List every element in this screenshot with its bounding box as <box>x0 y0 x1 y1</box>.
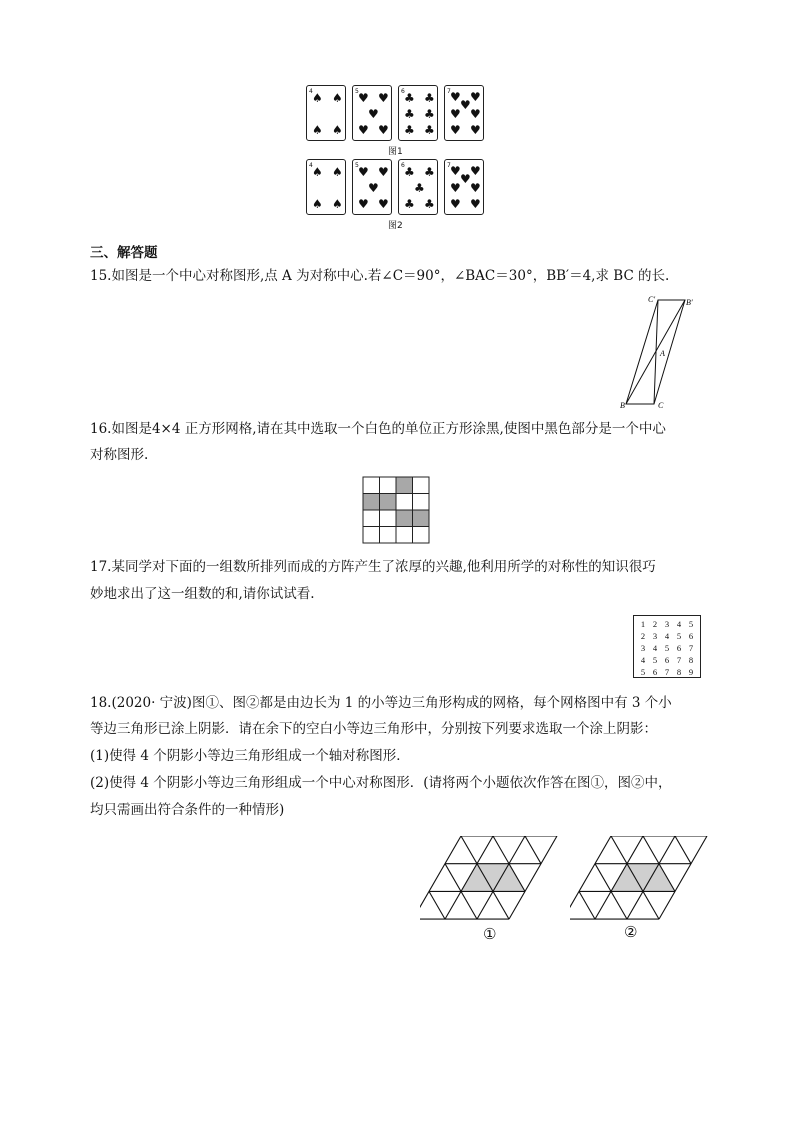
question-16-line2: 对称图形. <box>90 447 149 463</box>
question-18-item2: (2)使得 4 个阴影小等边三角形组成一个中心对称图形．(请将两个小题依次作答在图①，图②中， <box>90 775 672 791</box>
question-18-item1: (1)使得 4 个阴影小等边三角形组成一个轴对称图形． <box>90 748 410 764</box>
heart-icon: ♥ <box>378 165 389 179</box>
point-label: B <box>620 401 625 410</box>
square-grid-4x4 <box>362 476 432 546</box>
matrix-cell: 5 <box>676 631 682 641</box>
heart-icon: ♥ <box>450 181 461 195</box>
heart-icon: ♥ <box>368 181 379 195</box>
heart-icon: ♥ <box>358 165 369 179</box>
point-label: C <box>658 401 664 410</box>
spade-icon: ♠ <box>312 91 323 105</box>
heart-icon: ♥ <box>450 90 461 104</box>
card-rank: 7 <box>447 88 451 95</box>
playing-card <box>444 85 484 141</box>
matrix-row <box>637 666 697 678</box>
spade-icon: ♠ <box>332 165 343 179</box>
heart-icon: ♥ <box>460 172 471 186</box>
card-rank: 6 <box>401 88 405 95</box>
matrix-cell: 2 <box>640 631 646 641</box>
matrix-cell: 6 <box>664 655 670 665</box>
point-label: C′ <box>648 295 656 304</box>
parallelogram-figure <box>612 292 712 412</box>
matrix-cell: 9 <box>688 667 694 677</box>
playing-card <box>398 159 438 215</box>
matrix-cell: 1 <box>640 619 646 629</box>
question-17-line1: 17.某同学对下面的一组数所排列而成的方阵产生了浓厚的兴趣,他利用所学的对称性的知识很巧 <box>90 559 656 575</box>
heart-icon: ♥ <box>378 91 389 105</box>
matrix-cell: 7 <box>688 643 694 653</box>
card-rank: 7 <box>447 162 451 169</box>
matrix-cell: 6 <box>676 643 682 653</box>
club-icon: ♣ <box>404 165 415 179</box>
matrix-cell: 4 <box>676 619 682 629</box>
heart-icon: ♥ <box>470 197 481 211</box>
question-17-line2: 妙地求出了这一组数的和,请你试试看. <box>90 586 315 602</box>
matrix-table <box>637 618 697 678</box>
heart-icon: ♥ <box>470 107 481 121</box>
matrix-cell: 2 <box>652 619 658 629</box>
question-18-line-end: 均只需画出符合条件的一种情形) <box>90 802 285 818</box>
triangle-grid-figure-2 <box>570 836 720 920</box>
heart-icon: ♥ <box>450 123 461 137</box>
matrix-row <box>637 618 697 630</box>
matrix-cell: 5 <box>688 619 694 629</box>
matrix-cell: 4 <box>652 643 658 653</box>
shaded-cell <box>396 477 413 494</box>
heart-icon: ♥ <box>470 164 481 178</box>
heart-icon: ♥ <box>470 90 481 104</box>
matrix-cell: 7 <box>676 655 682 665</box>
heart-icon: ♥ <box>378 197 389 211</box>
club-icon: ♣ <box>404 123 415 137</box>
spade-icon: ♠ <box>312 123 323 137</box>
heart-icon: ♥ <box>358 91 369 105</box>
point-label: A <box>660 349 665 358</box>
club-icon: ♣ <box>424 197 435 211</box>
matrix-cell: 3 <box>664 619 670 629</box>
heart-icon: ♥ <box>450 197 461 211</box>
shaded-cell <box>396 510 413 527</box>
matrix-cell: 6 <box>688 631 694 641</box>
matrix-row <box>637 654 697 666</box>
question-18-line2: 等边三角形已涂上阴影．请在余下的空白小等边三角形中，分别按下列要求选取一个涂上阴影： <box>90 721 657 737</box>
triangle-grid-figure-1 <box>420 836 570 920</box>
playing-card <box>306 159 346 215</box>
figure-label-1: ① <box>483 925 497 943</box>
spade-icon: ♠ <box>332 91 343 105</box>
card-rank: 4 <box>309 88 313 95</box>
card-rank: 4 <box>309 162 313 169</box>
club-icon: ♣ <box>404 107 415 121</box>
figure-caption: 图2 <box>388 221 403 231</box>
matrix-cell: 4 <box>640 655 646 665</box>
card-rank: 6 <box>401 162 405 169</box>
shaded-cell <box>380 494 397 511</box>
section-heading: 三、解答题 <box>90 245 158 261</box>
matrix-cell: 5 <box>664 643 670 653</box>
matrix-row <box>637 630 697 642</box>
playing-card <box>352 159 392 215</box>
club-icon: ♣ <box>424 91 435 105</box>
number-matrix <box>633 615 701 678</box>
segment-bb <box>626 300 685 404</box>
matrix-cell: 8 <box>676 667 682 677</box>
heart-icon: ♥ <box>460 98 471 112</box>
shaded-cell <box>363 494 380 511</box>
figure-label-2: ② <box>624 923 638 941</box>
matrix-cell: 3 <box>640 643 646 653</box>
point-label: B′ <box>686 298 693 307</box>
grid-lines <box>363 477 429 543</box>
heart-icon: ♥ <box>470 181 481 195</box>
figure-caption: 图1 <box>388 147 403 157</box>
matrix-cell: 3 <box>652 631 658 641</box>
spade-icon: ♠ <box>312 197 323 211</box>
heart-icon: ♥ <box>450 107 461 121</box>
club-icon: ♣ <box>424 165 435 179</box>
card-rank: 5 <box>355 162 359 169</box>
question-15: 15.如图是一个中心对称图形,点 A 为对称中心.若∠C＝90°，∠BAC＝30°，BB′＝4,求 BC 的长. <box>90 268 670 284</box>
matrix-cell: 6 <box>652 667 658 677</box>
heart-icon: ♥ <box>358 123 369 137</box>
playing-card <box>444 159 484 215</box>
matrix-cell: 7 <box>664 667 670 677</box>
question-18-line1: 18.(2020· 宁波)图①、图②都是由边长为 1 的小等边三角形构成的网格，每个网格图中有 3 个小 <box>90 695 672 711</box>
heart-icon: ♥ <box>378 123 389 137</box>
playing-card <box>352 85 392 141</box>
club-icon: ♣ <box>424 123 435 137</box>
matrix-cell: 4 <box>664 631 670 641</box>
club-icon: ♣ <box>404 197 415 211</box>
spade-icon: ♠ <box>312 165 323 179</box>
club-icon: ♣ <box>404 91 415 105</box>
matrix-row <box>637 642 697 654</box>
club-icon: ♣ <box>414 181 425 195</box>
matrix-cell: 5 <box>652 655 658 665</box>
playing-card <box>306 85 346 141</box>
heart-icon: ♥ <box>470 123 481 137</box>
heart-icon: ♥ <box>368 107 379 121</box>
matrix-cell: 5 <box>640 667 646 677</box>
heart-icon: ♥ <box>450 164 461 178</box>
playing-card <box>398 85 438 141</box>
card-rank: 5 <box>355 88 359 95</box>
question-16-line1: 16.如图是4×4 正方形网格,请在其中选取一个白色的单位正方形涂黑,使图中黑色部分是一个中心 <box>90 421 666 437</box>
shaded-cell <box>413 510 430 527</box>
matrix-cell: 8 <box>688 655 694 665</box>
spade-icon: ♠ <box>332 123 343 137</box>
spade-icon: ♠ <box>332 197 343 211</box>
heart-icon: ♥ <box>358 197 369 211</box>
club-icon: ♣ <box>424 107 435 121</box>
